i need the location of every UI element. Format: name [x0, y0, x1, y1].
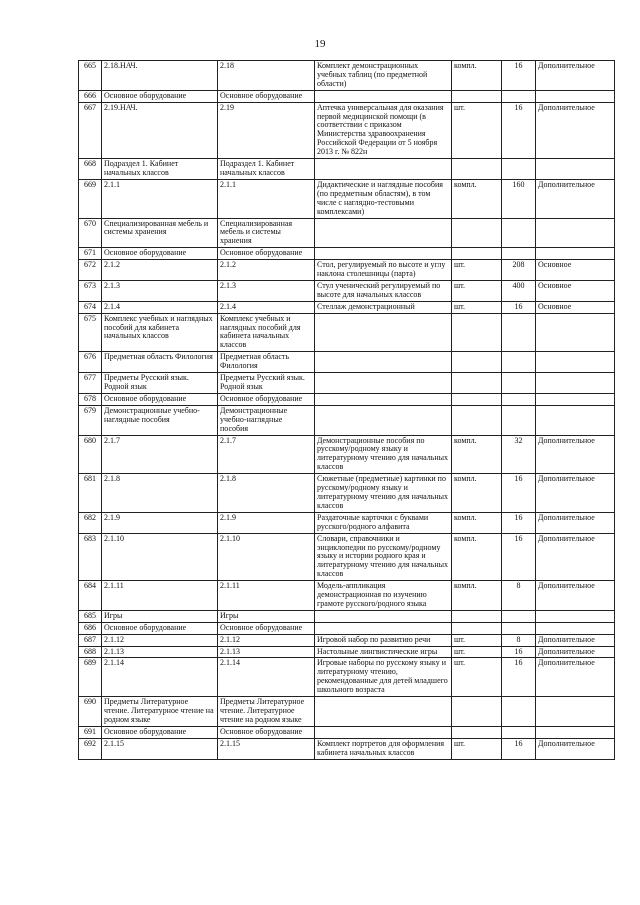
equipment-type-cell	[536, 405, 615, 435]
equipment-type-cell	[536, 393, 615, 405]
parent-code-cell: 2.1.11	[218, 581, 315, 611]
table-row	[79, 301, 615, 313]
quantity-cell	[502, 373, 536, 394]
item-code-cell: Предметы Литературное чтение. Литературное чтение на родном языке	[102, 697, 218, 727]
table-row	[79, 697, 615, 727]
equipment-type-cell: Дополнительное	[536, 738, 615, 759]
parent-code-cell: 2.1.13	[218, 646, 315, 658]
parent-code-cell: 2.1.7	[218, 435, 315, 474]
item-code-cell: 2.1.13	[102, 646, 218, 658]
item-code-cell: Предметная область Филология	[102, 352, 218, 373]
row-number-cell: 678	[79, 393, 102, 405]
quantity-cell: 16	[502, 512, 536, 533]
item-name-cell	[315, 610, 452, 622]
item-code-cell: 2.1.8	[102, 474, 218, 513]
parent-code-cell: Основное оборудование	[218, 726, 315, 738]
item-name-cell	[315, 373, 452, 394]
unit-cell: шт.	[452, 102, 502, 158]
row-number-cell: 668	[79, 159, 102, 180]
table-row	[79, 352, 615, 373]
equipment-type-cell	[536, 697, 615, 727]
equipment-type-cell: Дополнительное	[536, 474, 615, 513]
table-row	[79, 280, 615, 301]
unit-cell: компл.	[452, 474, 502, 513]
row-number-cell: 688	[79, 646, 102, 658]
unit-cell: шт.	[452, 260, 502, 281]
item-name-cell: Стеллаж демонстрационный	[315, 301, 452, 313]
page-number: 19	[314, 38, 326, 50]
row-number-cell: 692	[79, 738, 102, 759]
quantity-cell	[502, 405, 536, 435]
quantity-cell	[502, 90, 536, 102]
item-name-cell: Аптечка универсальная для оказания первой медицинской помощи (в соответствии с приказом Министерства здравоохранения Российской Федерации от 5 ноября 2013 г. № 822н	[315, 102, 452, 158]
quantity-cell	[502, 622, 536, 634]
unit-cell: шт.	[452, 738, 502, 759]
table-row	[79, 610, 615, 622]
item-name-cell: Стол, регулируемый по высоте и углу наклона столешницы (парта)	[315, 260, 452, 281]
row-number-cell: 676	[79, 352, 102, 373]
item-name-cell	[315, 248, 452, 260]
item-code-cell: 2.19.НАЧ.	[102, 102, 218, 158]
parent-code-cell: Предметная область Филология	[218, 352, 315, 373]
row-number-cell: 669	[79, 179, 102, 218]
item-name-cell	[315, 405, 452, 435]
parent-code-cell: Демонстрационные учебно-наглядные пособия	[218, 405, 315, 435]
item-code-cell: 2.1.10	[102, 533, 218, 581]
unit-cell	[452, 373, 502, 394]
parent-code-cell: Комплекс учебных и наглядных пособий для кабинета начальных классов	[218, 313, 315, 352]
row-number-cell: 667	[79, 102, 102, 158]
quantity-cell: 16	[502, 533, 536, 581]
row-number-cell: 677	[79, 373, 102, 394]
row-number-cell: 689	[79, 658, 102, 697]
item-name-cell	[315, 352, 452, 373]
item-code-cell: 2.1.7	[102, 435, 218, 474]
item-code-cell: 2.1.11	[102, 581, 218, 611]
table-body	[79, 61, 615, 760]
row-number-cell: 673	[79, 280, 102, 301]
item-name-cell: Комплект демонстрационных учебных таблиц (по предметной области)	[315, 61, 452, 91]
equipment-type-cell: Дополнительное	[536, 435, 615, 474]
equipment-type-cell	[536, 622, 615, 634]
row-number-cell: 691	[79, 726, 102, 738]
quantity-cell: 16	[502, 61, 536, 91]
table-row	[79, 102, 615, 158]
item-code-cell: 2.1.4	[102, 301, 218, 313]
item-name-cell: Игровой набор по развитию речи	[315, 634, 452, 646]
item-name-cell	[315, 159, 452, 180]
equipment-type-cell	[536, 373, 615, 394]
parent-code-cell: 2.1.12	[218, 634, 315, 646]
table-row	[79, 373, 615, 394]
table-row	[79, 533, 615, 581]
unit-cell: компл.	[452, 435, 502, 474]
item-name-cell: Демонстрационные пособия по русскому/родному языку и литературному чтению для начальных классов	[315, 435, 452, 474]
quantity-cell: 160	[502, 179, 536, 218]
equipment-type-cell	[536, 610, 615, 622]
row-number-cell: 682	[79, 512, 102, 533]
item-name-cell	[315, 622, 452, 634]
table-row	[79, 738, 615, 759]
table-row	[79, 634, 615, 646]
item-name-cell	[315, 726, 452, 738]
table-row	[79, 581, 615, 611]
row-number-cell: 684	[79, 581, 102, 611]
row-number-cell: 665	[79, 61, 102, 91]
item-code-cell: Основное оборудование	[102, 248, 218, 260]
table-row	[79, 658, 615, 697]
table-row	[79, 179, 615, 218]
table-row	[79, 393, 615, 405]
unit-cell: шт.	[452, 280, 502, 301]
parent-code-cell: 2.1.14	[218, 658, 315, 697]
item-code-cell: Основное оборудование	[102, 90, 218, 102]
item-name-cell: Настольные лингвистические игры	[315, 646, 452, 658]
table-row	[79, 435, 615, 474]
row-number-cell: 681	[79, 474, 102, 513]
item-code-cell: Специализированная мебель и системы хранения	[102, 218, 218, 248]
equipment-type-cell	[536, 313, 615, 352]
row-number-cell: 686	[79, 622, 102, 634]
item-code-cell: Предметы Русский язык. Родной язык	[102, 373, 218, 394]
item-code-cell: 2.1.15	[102, 738, 218, 759]
unit-cell	[452, 393, 502, 405]
table-row	[79, 248, 615, 260]
item-name-cell	[315, 90, 452, 102]
row-number-cell: 683	[79, 533, 102, 581]
unit-cell: компл.	[452, 581, 502, 611]
quantity-cell: 16	[502, 301, 536, 313]
item-code-cell: 2.1.1	[102, 179, 218, 218]
parent-code-cell: Основное оборудование	[218, 393, 315, 405]
item-code-cell: Основное оборудование	[102, 622, 218, 634]
quantity-cell	[502, 393, 536, 405]
row-number-cell: 690	[79, 697, 102, 727]
table-row	[79, 726, 615, 738]
equipment-type-cell: Основное	[536, 260, 615, 281]
unit-cell	[452, 726, 502, 738]
unit-cell: шт.	[452, 634, 502, 646]
quantity-cell: 16	[502, 646, 536, 658]
item-code-cell: Основное оборудование	[102, 726, 218, 738]
equipment-type-cell: Дополнительное	[536, 512, 615, 533]
item-name-cell	[315, 393, 452, 405]
quantity-cell	[502, 313, 536, 352]
table-row	[79, 405, 615, 435]
item-name-cell: Игровые наборы по русскому языку и литературному чтению, рекомендованные для детей младшего школьного возраста	[315, 658, 452, 697]
row-number-cell: 672	[79, 260, 102, 281]
quantity-cell	[502, 352, 536, 373]
unit-cell	[452, 248, 502, 260]
table-row	[79, 646, 615, 658]
item-name-cell: Дидактические и наглядные пособия (по предметным областям), в том числе с наглядно-тестовыми комплексами)	[315, 179, 452, 218]
item-code-cell: 2.1.3	[102, 280, 218, 301]
equipment-type-cell	[536, 159, 615, 180]
row-number-cell: 685	[79, 610, 102, 622]
equipment-type-cell	[536, 90, 615, 102]
item-code-cell: Игры	[102, 610, 218, 622]
quantity-cell: 16	[502, 738, 536, 759]
unit-cell	[452, 622, 502, 634]
item-code-cell: Подраздел 1. Кабинет начальных классов	[102, 159, 218, 180]
table-row	[79, 313, 615, 352]
parent-code-cell: 2.1.9	[218, 512, 315, 533]
quantity-cell: 16	[502, 474, 536, 513]
parent-code-cell: Подраздел 1. Кабинет начальных классов	[218, 159, 315, 180]
unit-cell: компл.	[452, 512, 502, 533]
quantity-cell: 32	[502, 435, 536, 474]
parent-code-cell: 2.1.15	[218, 738, 315, 759]
table-row	[79, 512, 615, 533]
quantity-cell	[502, 248, 536, 260]
parent-code-cell: 2.1.8	[218, 474, 315, 513]
parent-code-cell: Основное оборудование	[218, 622, 315, 634]
parent-code-cell: 2.19	[218, 102, 315, 158]
quantity-cell	[502, 610, 536, 622]
item-code-cell: Основное оборудование	[102, 393, 218, 405]
equipment-type-cell: Дополнительное	[536, 646, 615, 658]
quantity-cell: 16	[502, 102, 536, 158]
item-name-cell: Словари, справочники и энциклопедии по русскому/родному языку и истории родного края и литературному чтению для начальных классов	[315, 533, 452, 581]
table-row	[79, 159, 615, 180]
equipment-type-cell: Дополнительное	[536, 581, 615, 611]
table-row	[79, 90, 615, 102]
item-name-cell: Сюжетные (предметные) картинки по русскому/родному языку и литературному чтению для начальных классов	[315, 474, 452, 513]
table-row	[79, 622, 615, 634]
equipment-type-cell: Основное	[536, 280, 615, 301]
unit-cell: шт.	[452, 646, 502, 658]
row-number-cell: 671	[79, 248, 102, 260]
quantity-cell	[502, 218, 536, 248]
quantity-cell	[502, 159, 536, 180]
row-number-cell: 679	[79, 405, 102, 435]
parent-code-cell: 2.1.3	[218, 280, 315, 301]
equipment-type-cell	[536, 248, 615, 260]
row-number-cell: 670	[79, 218, 102, 248]
row-number-cell: 687	[79, 634, 102, 646]
parent-code-cell: Специализированная мебель и системы хранения	[218, 218, 315, 248]
unit-cell	[452, 218, 502, 248]
row-number-cell: 680	[79, 435, 102, 474]
row-number-cell: 675	[79, 313, 102, 352]
unit-cell	[452, 90, 502, 102]
row-number-cell: 666	[79, 90, 102, 102]
unit-cell: компл.	[452, 179, 502, 218]
equipment-type-cell: Дополнительное	[536, 533, 615, 581]
quantity-cell: 8	[502, 634, 536, 646]
quantity-cell	[502, 697, 536, 727]
equipment-type-cell	[536, 352, 615, 373]
equipment-type-cell	[536, 218, 615, 248]
unit-cell	[452, 405, 502, 435]
unit-cell: компл.	[452, 533, 502, 581]
item-name-cell: Стул ученический регулируемый по высоте для начальных классов	[315, 280, 452, 301]
unit-cell	[452, 159, 502, 180]
table-row	[79, 218, 615, 248]
quantity-cell: 400	[502, 280, 536, 301]
item-code-cell: 2.18.НАЧ.	[102, 61, 218, 91]
item-name-cell	[315, 313, 452, 352]
row-number-cell: 674	[79, 301, 102, 313]
parent-code-cell: Основное оборудование	[218, 90, 315, 102]
unit-cell: шт.	[452, 658, 502, 697]
unit-cell: компл.	[452, 61, 502, 91]
equipment-type-cell: Дополнительное	[536, 658, 615, 697]
parent-code-cell: Предметы Литературное чтение. Литературное чтение на родном языке	[218, 697, 315, 727]
parent-code-cell: Предметы Русский язык. Родной язык	[218, 373, 315, 394]
equipment-table	[78, 60, 615, 760]
quantity-cell: 16	[502, 658, 536, 697]
quantity-cell: 8	[502, 581, 536, 611]
table-row	[79, 474, 615, 513]
item-code-cell: 2.1.12	[102, 634, 218, 646]
equipment-type-cell: Дополнительное	[536, 179, 615, 218]
equipment-type-cell: Дополнительное	[536, 61, 615, 91]
parent-code-cell: Основное оборудование	[218, 248, 315, 260]
unit-cell	[452, 313, 502, 352]
item-code-cell: Комплекс учебных и наглядных пособий для кабинета начальных классов	[102, 313, 218, 352]
equipment-type-cell: Основное	[536, 301, 615, 313]
table-row	[79, 61, 615, 91]
quantity-cell	[502, 726, 536, 738]
parent-code-cell: 2.1.2	[218, 260, 315, 281]
item-code-cell: 2.1.9	[102, 512, 218, 533]
unit-cell	[452, 610, 502, 622]
item-name-cell	[315, 218, 452, 248]
item-name-cell	[315, 697, 452, 727]
parent-code-cell: 2.1.10	[218, 533, 315, 581]
item-code-cell: Демонстрационные учебно-наглядные пособия	[102, 405, 218, 435]
item-name-cell: Раздаточные карточки с буквами русского/родного алфавита	[315, 512, 452, 533]
equipment-type-cell: Дополнительное	[536, 634, 615, 646]
equipment-type-cell	[536, 726, 615, 738]
parent-code-cell: 2.18	[218, 61, 315, 91]
parent-code-cell: 2.1.1	[218, 179, 315, 218]
table-row	[79, 260, 615, 281]
parent-code-cell: 2.1.4	[218, 301, 315, 313]
item-code-cell: 2.1.14	[102, 658, 218, 697]
item-code-cell: 2.1.2	[102, 260, 218, 281]
unit-cell: шт.	[452, 301, 502, 313]
equipment-type-cell: Дополнительное	[536, 102, 615, 158]
quantity-cell: 208	[502, 260, 536, 281]
item-name-cell: Комплект портретов для оформления кабинета начальных классов	[315, 738, 452, 759]
parent-code-cell: Игры	[218, 610, 315, 622]
unit-cell	[452, 697, 502, 727]
item-name-cell: Модель-аппликация демонстрационная по изучению грамоте русского/родного языка	[315, 581, 452, 611]
unit-cell	[452, 352, 502, 373]
